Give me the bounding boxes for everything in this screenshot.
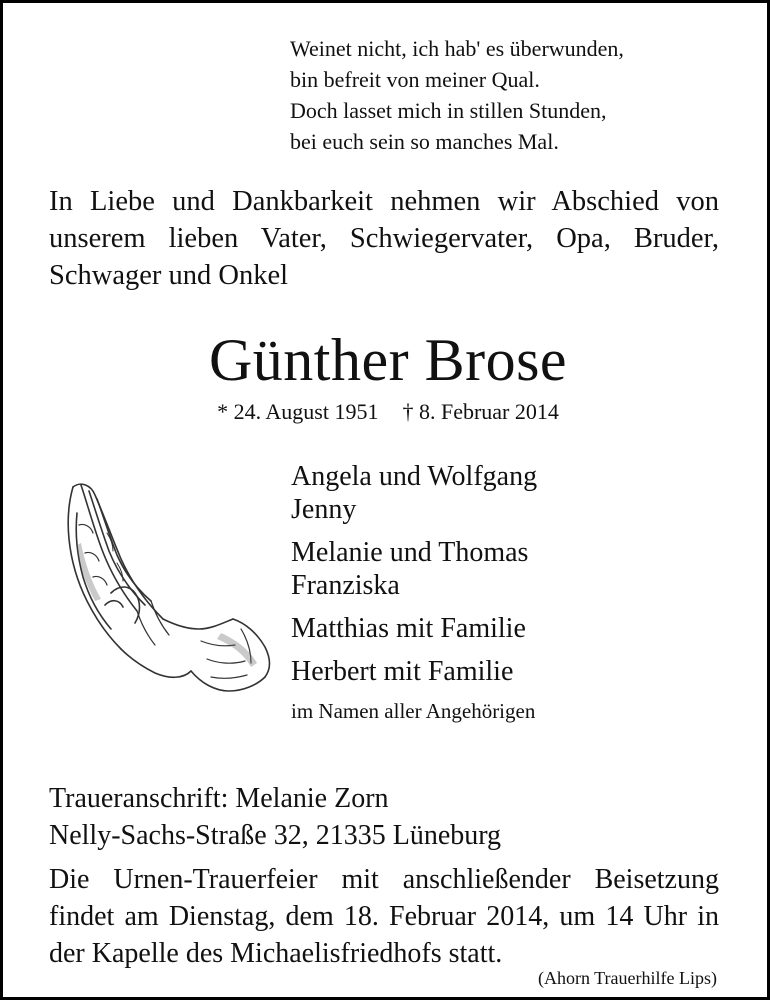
family-member: Herbert mit Familie xyxy=(291,656,514,687)
family-group xyxy=(291,612,537,645)
family-member: Franziska xyxy=(291,570,400,601)
address-line: Nelly-Sachs-Straße 32, 21335 Lüneburg xyxy=(49,820,502,851)
family-group xyxy=(291,460,537,526)
family-group xyxy=(291,536,537,602)
family-list xyxy=(291,460,537,724)
family-group xyxy=(291,655,537,688)
poem xyxy=(290,33,624,157)
poem-line: Doch lasset mich in stillen Stunden, xyxy=(290,98,607,123)
address-line: Traueranschrift: Melanie Zorn xyxy=(49,783,389,814)
ceremony-notice: Die Urnen-Trauerfeier mit anschließender Beisetzung findet am Dienstag, dem 18. Februar 2014, um 14 Uhr in der Kapelle des Michaelisfriedhofs statt. xyxy=(49,864,719,969)
poem-line: Weinet nicht, ich hab' es überwunden, xyxy=(290,36,624,61)
life-dates xyxy=(3,398,770,426)
birth-date: * 24. August 1951 xyxy=(217,399,379,424)
deceased-name: Günther Brose xyxy=(208,327,568,393)
praying-hands-icon xyxy=(51,473,276,698)
farewell-intro: In Liebe und Dankbarkeit nehmen wir Abschied von unserem lieben Vater, Schwiegervater, Opa, Bruder, Schwager und Onkel xyxy=(49,186,719,291)
on-behalf-note: im Namen aller Angehörigen xyxy=(291,699,536,723)
mourning-address xyxy=(49,780,501,854)
family-member: Matthias mit Familie xyxy=(291,613,526,644)
poem-line: bin befreit von meiner Qual. xyxy=(290,67,540,92)
family-member: Angela und Wolfgang xyxy=(291,461,538,492)
poem-line: bei euch sein so manches Mal. xyxy=(290,129,559,154)
family-member: Jenny xyxy=(291,494,357,525)
family-member: Melanie und Thomas xyxy=(291,537,529,568)
funeral-home-credit: (Ahorn Trauerhilfe Lips) xyxy=(538,968,717,988)
death-date: † 8. Februar 2014 xyxy=(402,399,559,424)
